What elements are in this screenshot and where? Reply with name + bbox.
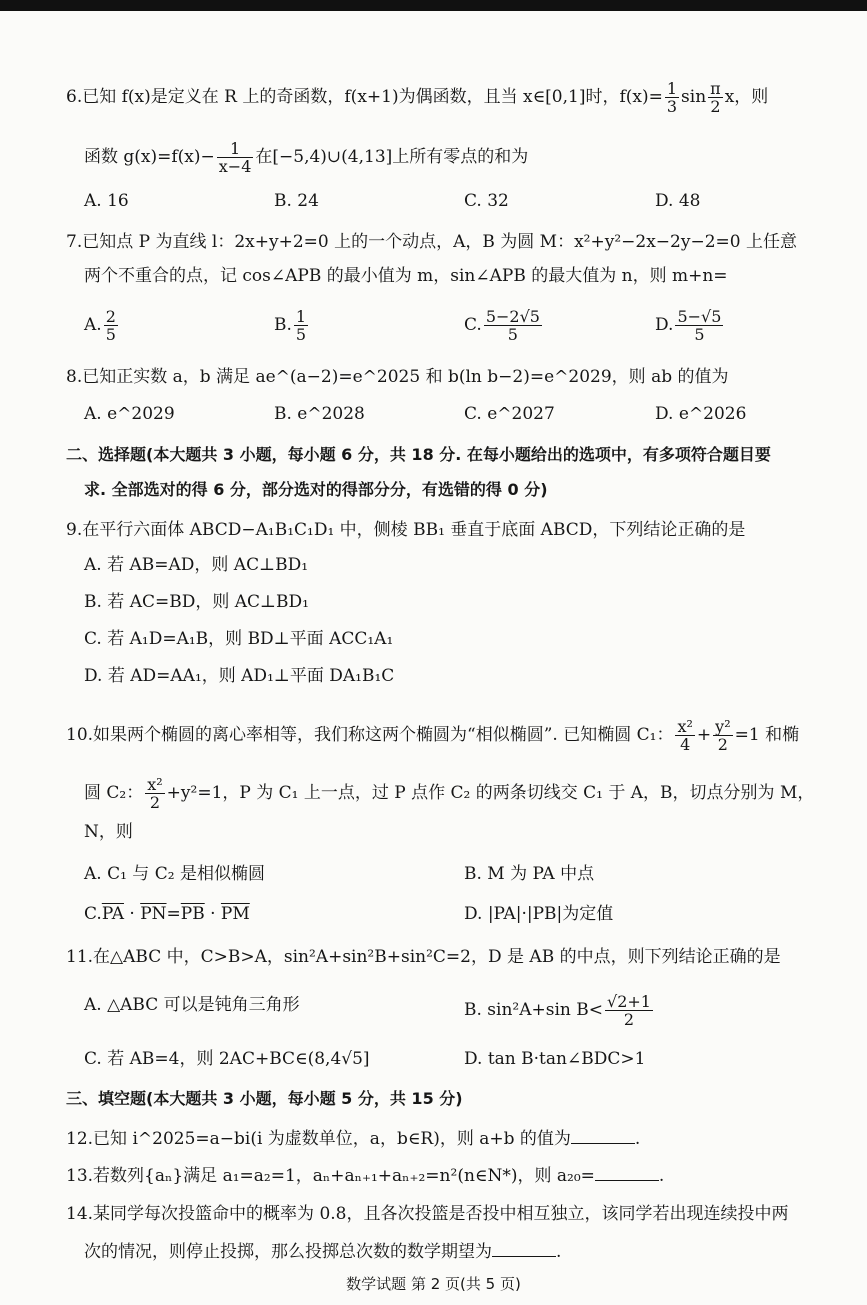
q10-option-c: $C.\overline{PA} \cdot \overline{PN}=\overline{PB} \cdot \overline{PM}$ [84, 904, 250, 924]
section2-heading-line2: 求. 全部选对的得 6 分，部分选对的得部分分，有选错的得 0 分) [84, 480, 548, 499]
q11-option-d: D. tan B·tan∠BDC>1 [464, 1049, 646, 1069]
q8-option-c: C. e^2027 [464, 404, 555, 424]
q6-option-c: C. 32 [464, 191, 509, 211]
q7-option-a: A. $\frac{2}{5}$ [84, 307, 116, 344]
q12-text: 12.已知 i^2025=a−bi(i 为虚数单位，a，b∈R)，则 a+b 的值为 . [66, 1125, 640, 1151]
q11-text: 11.在△ABC 中，C>B>A，sin²A+sin²B+sin²C=2，D 是 AB 的中点，则下列结论正确的是 [66, 947, 781, 967]
q12-answer-blank[interactable] [571, 1125, 635, 1144]
q7-line2: 两个不重合的点，记 cos∠APB 的最小值为 m，sin∠APB 的最大值为 n，则 m+n= [84, 266, 728, 286]
q10-line2: 圆 C₂： $\frac{\text{x²}}{2}$ +y²=1，P 为 C₁ 上一点，过 P 点作 C₂ 的两条切线交 C₁ 于 A，B，切点分别为 M， [84, 775, 815, 812]
q6-option-a: A. 16 [84, 191, 129, 211]
q6-frac-1-3: $\frac{1}{3}$ [666, 79, 678, 116]
q10-line3: N，则 [84, 822, 133, 842]
q7-option-c: C. $\frac{5-2√5}{5}$ [464, 307, 540, 344]
q11-option-c: C. 若 AB=4，则 2AC+BC∈(8,4√5] [84, 1049, 370, 1069]
q9-option-c: C. 若 A₁D=A₁B，则 BD⊥平面 ACC₁A₁ [84, 629, 394, 649]
q6-frac-1-x4: $\frac{1}{x-4}$ [218, 139, 252, 176]
q6-option-b: B. 24 [274, 191, 319, 211]
q7-option-d: D. $\frac{5-√5}{5}$ [655, 307, 722, 344]
section3-heading: 三、填空题(本大题共 3 小题，每小题 5 分，共 15 分) [66, 1089, 463, 1108]
q6-line2: 函数 g(x)=f(x)− $\frac{1}{x-4}$ 在[−5,4)∪(4,13]上所有零点的和为 [84, 139, 529, 176]
q13-answer-blank[interactable] [595, 1162, 659, 1181]
q13-text: 13.若数列{aₙ}满足 a₁=a₂=1，aₙ+aₙ₊₁+aₙ₊₂=n²(n∈N*)，则 a₂₀= . [66, 1162, 664, 1188]
scan-top-edge [0, 0, 867, 11]
q8-text: 8.已知正实数 a，b 满足 ae^(a−2)=e^2025 和 b(ln b−2)=e^2029，则 ab 的值为 [66, 367, 729, 387]
q6-frac-pi-2: $\frac{\pi}{2}$ [710, 79, 721, 116]
q14-line1: 14.某同学每次投篮命中的概率为 0.8，且各次投篮是否投中相互独立，该同学若出现连续投中两 [66, 1204, 789, 1224]
q7-option-b: B. $\frac{1}{5}$ [274, 307, 307, 344]
q8-option-d: D. e^2026 [655, 404, 747, 424]
q9-text: 9.在平行六面体 ABCD−A₁B₁C₁D₁ 中，侧棱 BB₁ 垂直于底面 ABCD，下列结论正确的是 [66, 520, 746, 540]
q10-option-a: A. C₁ 与 C₂ 是相似椭圆 [84, 864, 265, 884]
q10-option-b: B. M 为 PA 中点 [464, 864, 595, 884]
q7-line1: 7.已知点 P 为直线 l：2x+y+2=0 上的一个动点，A，B 为圆 M：x²+y²−2x−2y−2=0 上任意 [66, 232, 797, 252]
q14-line2: 次的情况，则停止投掷，那么投掷总次数的数学期望为 . [84, 1238, 561, 1264]
q11-option-b: B. sin²A+sin B< $\frac{√2+1}{2}$ [464, 992, 651, 1029]
page-footer: 数学试题 第 2 页(共 5 页) [346, 1275, 521, 1293]
q11-option-a: A. △ABC 可以是钝角三角形 [84, 995, 300, 1015]
q9-option-d: D. 若 AD=AA₁，则 AD₁⊥平面 DA₁B₁C [84, 666, 395, 686]
q9-option-b: B. 若 AC=BD，则 AC⊥BD₁ [84, 592, 309, 612]
q10-option-d: D. |PA|·|PB|为定值 [464, 904, 614, 924]
section2-heading-line1: 二、选择题(本大题共 3 小题，每小题 6 分，共 18 分. 在每小题给出的选项中，有多项符合题目要 [66, 445, 771, 464]
q8-option-a: A. e^2029 [84, 404, 175, 424]
q14-answer-blank[interactable] [492, 1238, 556, 1257]
q6-option-d: D. 48 [655, 191, 701, 211]
q9-option-a: A. 若 AB=AD，则 AC⊥BD₁ [84, 555, 309, 575]
q8-option-b: B. e^2028 [274, 404, 365, 424]
q6-line1: 6.已知 f(x)是定义在 R 上的奇函数，f(x+1)为偶函数，且当 x∈[0,1]时，f(x)= $\frac{1}{3}$ sin $\frac{\pi}{2}$ x，则 [66, 79, 769, 116]
q10-line1: 10.如果两个椭圆的离心率相等，我们称这两个椭圆为“相似椭圆”. 已知椭圆 C₁： $\frac{\text{x²}}{4}$ + $\frac{\text{y²}}{2}$ =1 和椭 [66, 717, 800, 754]
